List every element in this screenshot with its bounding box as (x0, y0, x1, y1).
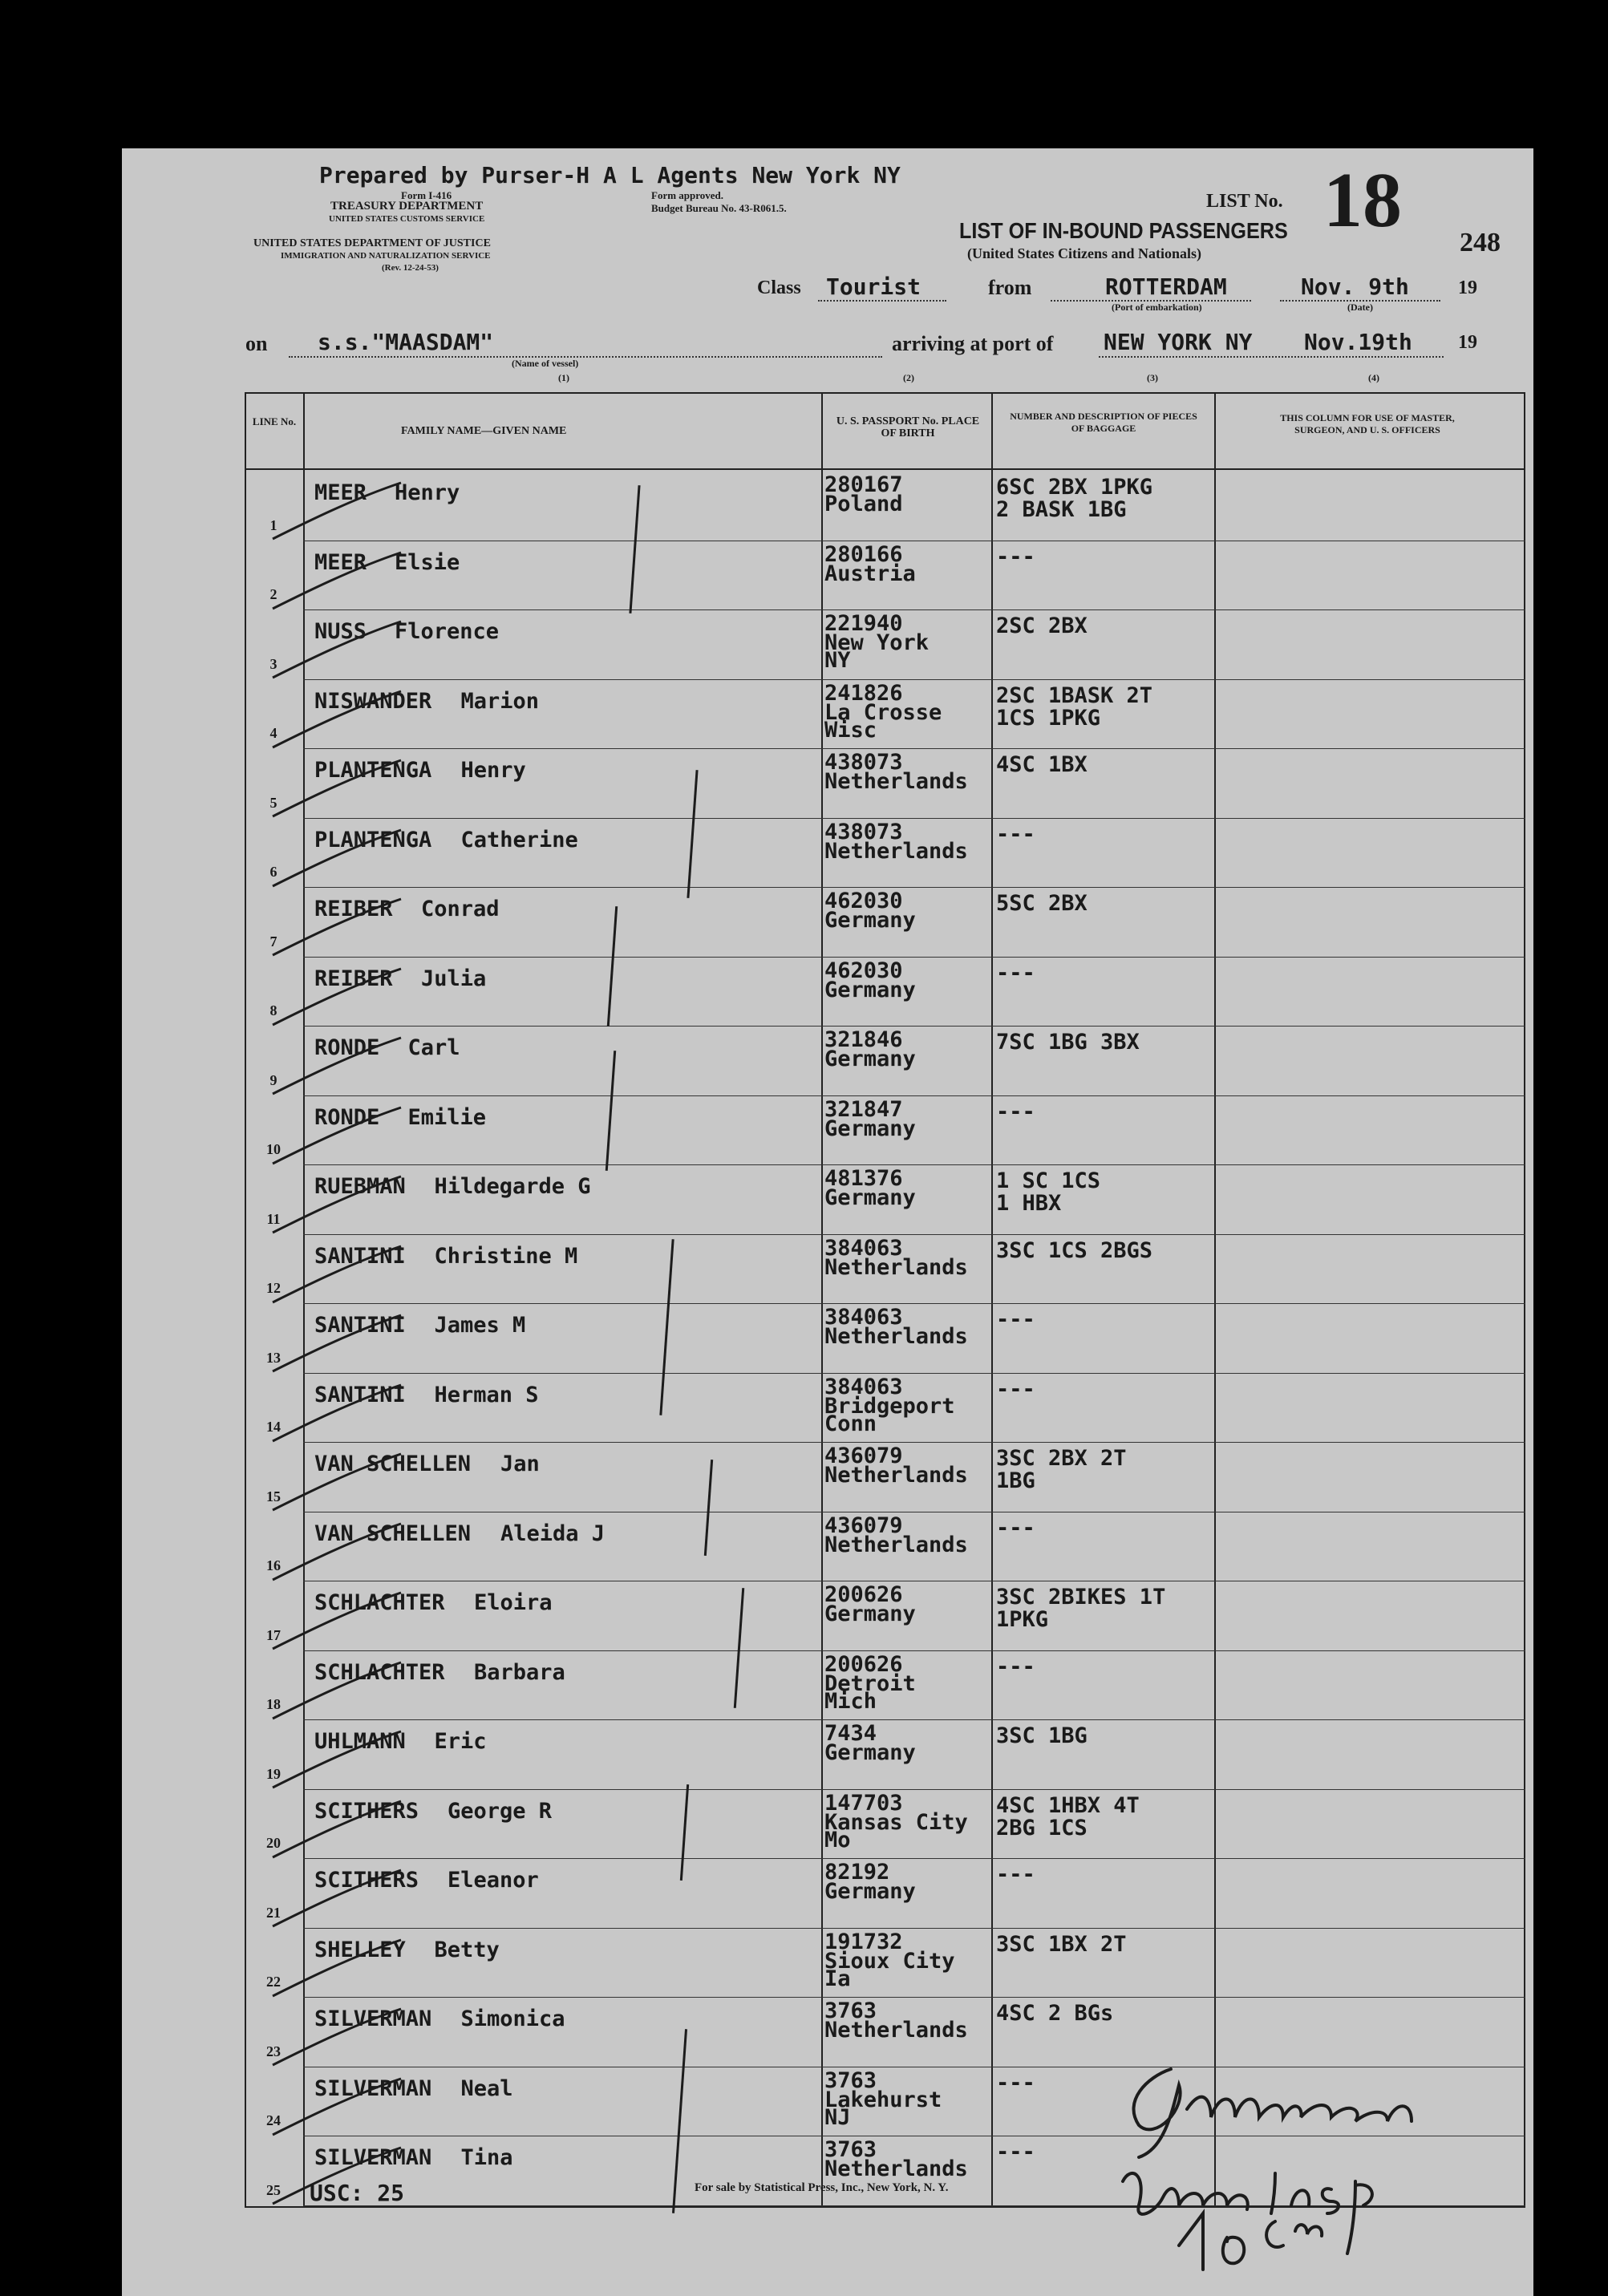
check-mark (265, 1446, 409, 1518)
given-name: Elsie (395, 550, 460, 575)
check-mark (265, 1238, 409, 1310)
given-name: Simonica (460, 2006, 565, 2031)
line-number: 15 (266, 1488, 281, 1504)
family-name: SANTINI (314, 1383, 406, 1407)
given-name: Eric (434, 1729, 487, 1754)
place-of-birth: Germany (824, 1602, 916, 1626)
passport-number: 436079 (824, 1444, 903, 1468)
baggage-description: --- (996, 545, 1035, 569)
passport-number: 436079 (824, 1513, 903, 1538)
row-divider (303, 957, 1525, 958)
line-number: 8 (269, 1002, 277, 1018)
baggage-description: --- (996, 1862, 1035, 1887)
row-divider (303, 1997, 1525, 1998)
line-number: 10 (266, 1141, 281, 1157)
line-number: 24 (266, 2112, 281, 2128)
given-name: Eloira (474, 1590, 553, 1615)
rev-date: (Rev. 12-24-53) (382, 263, 439, 273)
passport-number: 321846 (824, 1027, 903, 1052)
place-of-birth: Lakehurst NJ (824, 2087, 942, 2130)
place-of-birth: La Crosse Wisc (824, 700, 942, 743)
list-subtitle: (United States Citizens and Nationals) (967, 245, 1202, 261)
place-of-birth: Germany (824, 1879, 916, 1904)
arrival-port: NEW YORK NY (1104, 329, 1253, 355)
date-caption: (Date) (1347, 302, 1373, 313)
line-number: 21 (266, 1905, 281, 1921)
line-number: 22 (266, 1974, 281, 1990)
baggage-description: --- (996, 1377, 1035, 1402)
printer-credit: For sale by Statistical Press, Inc., New York, N. Y. (695, 2181, 949, 2194)
form-number: Form I-416 (401, 189, 452, 201)
passport-number: 438073 (824, 820, 903, 844)
family-name: SILVERMAN (314, 2145, 432, 2170)
given-name: Marion (460, 689, 540, 714)
budget-bureau: Budget Bureau No. 43-R061.5. (651, 202, 787, 214)
customs-service: UNITED STATES CUSTOMS SERVICE (329, 214, 485, 224)
row-divider (303, 1373, 1525, 1374)
given-name: Catherine (460, 828, 578, 852)
place-of-birth: Bridgeport Conn (824, 1394, 955, 1436)
family-name: SILVERMAN (314, 2076, 432, 2101)
family-name: NISWANDER (314, 689, 432, 714)
passport-number: 82192 (824, 1860, 890, 1885)
check-mark (265, 1862, 409, 1934)
place-of-birth: Kansas City Mo (824, 1810, 968, 1853)
place-of-birth: Austria (824, 561, 916, 586)
place-of-birth: Netherlands (824, 1324, 968, 1349)
given-name: Henry (395, 480, 460, 505)
given-name: Henry (460, 758, 526, 783)
ins-service: IMMIGRATION AND NATURALIZATION SERVICE (281, 251, 491, 261)
family-name: NUSS (314, 619, 367, 644)
col-1-caption: (1) (558, 372, 569, 383)
baggage-description: 6SC 2BX 1PKG 2 BASK 1BG (996, 475, 1153, 522)
line-number: 17 (266, 1627, 281, 1643)
passport-number: 191732 (824, 1930, 903, 1954)
family-name: SHELLEY (314, 1938, 406, 1962)
line-number: 5 (269, 795, 277, 811)
given-name: Florence (395, 619, 500, 644)
arrival-date: Nov.19th (1304, 329, 1412, 355)
inspector-signature (1091, 2053, 1476, 2286)
passport-number: 384063 (824, 1305, 903, 1330)
place-of-birth: Poland (824, 492, 903, 516)
passport-number: 384063 (824, 1236, 903, 1261)
row-divider (303, 1234, 1525, 1235)
header-name: FAMILY NAME—GIVEN NAME (401, 425, 567, 437)
line-number: 13 (266, 1350, 281, 1366)
vessel-underline (289, 356, 882, 358)
check-mark (265, 752, 409, 824)
given-name: Conrad (421, 897, 500, 921)
family-name: SANTINI (314, 1244, 406, 1269)
header-divider (245, 468, 1525, 470)
given-name: George R (448, 1799, 553, 1824)
vessel-name: s.s."MAASDAM" (318, 329, 494, 355)
year-prefix-2: 19 (1458, 332, 1477, 353)
line-number: 19 (266, 1766, 281, 1782)
check-mark (265, 1585, 409, 1657)
passport-number: 462030 (824, 958, 903, 983)
baggage-description: 5SC 2BX (996, 891, 1088, 916)
treasury-dept: TREASURY DEPARTMENT (330, 200, 484, 213)
col-divider-passport (991, 392, 993, 2208)
col-2-caption: (2) (903, 372, 914, 383)
prepared-by: Prepared by Purser-H A L Agents New York NY (319, 162, 901, 188)
check-mark (265, 1168, 409, 1241)
line-number: 3 (269, 656, 277, 672)
baggage-description: --- (996, 961, 1035, 986)
row-divider (303, 1026, 1525, 1027)
place-of-birth: Germany (824, 1116, 916, 1141)
given-name: Barbara (474, 1660, 565, 1685)
family-name: SANTINI (314, 1313, 406, 1338)
check-mark (265, 1307, 409, 1379)
header-officers: THIS COLUMN FOR USE OF MASTER, SURGEON, AND U. S. OFFICERS (1280, 412, 1455, 435)
from-value: ROTTERDAM (1105, 273, 1227, 300)
justice-dept: UNITED STATES DEPARTMENT OF JUSTICE (253, 237, 491, 249)
class-value: Tourist (826, 273, 921, 300)
line-number: 18 (266, 1696, 281, 1712)
list-number: 18 (1323, 157, 1402, 244)
baggage-description: 3SC 1BG (996, 1723, 1088, 1748)
baggage-description: 4SC 1BX (996, 752, 1088, 777)
baggage-description: --- (996, 1307, 1035, 1332)
passport-number: 241826 (824, 681, 903, 706)
line-number: 7 (269, 933, 277, 950)
family-name: MEER (314, 550, 367, 575)
header-passport: U. S. PASSPORT No. PLACE OF BIRTH (836, 415, 980, 439)
line-number: 14 (266, 1419, 281, 1435)
check-mark (265, 1793, 409, 1865)
passport-number: 3763 (824, 1998, 877, 2023)
list-label: LIST No. (1206, 191, 1283, 212)
line-number: 9 (269, 1072, 277, 1088)
col-4-caption: (4) (1368, 372, 1379, 383)
given-name: Eleanor (448, 1868, 539, 1893)
usc-count: USC: 25 (310, 2180, 405, 2206)
given-name: Emilie (407, 1105, 487, 1130)
row-divider (303, 818, 1525, 819)
arriving-label: arriving at port of (892, 332, 1054, 355)
check-mark (265, 1723, 409, 1796)
passport-number: 221940 (824, 611, 903, 636)
place-of-birth: Detroit Mich (824, 1671, 916, 1714)
check-mark (265, 1516, 409, 1588)
page-number: 248 (1460, 228, 1501, 257)
check-mark (265, 2071, 409, 2143)
given-name: Herman S (434, 1383, 539, 1407)
check-mark (265, 475, 409, 547)
line-number: 4 (269, 725, 277, 741)
port-caption: (Port of embarkation) (1112, 302, 1202, 313)
family-name: PLANTENGA (314, 758, 432, 783)
baggage-description: 7SC 1BG 3BX (996, 1030, 1140, 1055)
family-name: RONDE (314, 1035, 380, 1060)
given-name: Christine M (434, 1244, 578, 1269)
departure-date: Nov. 9th (1301, 273, 1409, 300)
header-line-no: LINE No. (252, 415, 297, 427)
class-label: Class (757, 277, 801, 298)
place-of-birth: Netherlands (824, 769, 968, 794)
check-mark (265, 891, 409, 963)
check-mark (265, 961, 409, 1033)
place-of-birth: Sioux City Ia (824, 1949, 955, 1991)
place-of-birth: New York NY (824, 630, 930, 673)
check-mark (265, 545, 409, 617)
baggage-description: 2SC 2BX (996, 613, 1088, 638)
line-number: 16 (266, 1557, 281, 1573)
row-divider (303, 1928, 1525, 1929)
passport-number: 321847 (824, 1097, 903, 1122)
line-number: 23 (266, 2043, 281, 2059)
passport-number: 3763 (824, 2068, 877, 2093)
place-of-birth: Germany (824, 1047, 916, 1071)
row-divider (303, 1164, 1525, 1165)
passport-number: 438073 (824, 750, 903, 775)
place-of-birth: Netherlands (824, 1463, 968, 1488)
class-underline (818, 300, 946, 302)
family-name: UHLMANN (314, 1729, 406, 1754)
form-approved: Form approved. (651, 189, 724, 201)
family-name: RONDE (314, 1105, 380, 1130)
baggage-description: 3SC 2BX 2T 1BG (996, 1446, 1127, 1493)
row-divider (303, 1303, 1525, 1304)
baggage-description: 3SC 2BIKES 1T 1PKG (996, 1585, 1166, 1632)
arrival-underline (1099, 356, 1444, 358)
row-divider (303, 1095, 1525, 1096)
check-mark (265, 1377, 409, 1449)
row-divider (303, 1789, 1525, 1790)
place-of-birth: Netherlands (824, 1255, 968, 1280)
list-title: LIST OF IN-BOUND PASSENGERS (959, 218, 1288, 243)
place-of-birth: Netherlands (824, 2156, 968, 2181)
passport-number: 200626 (824, 1582, 903, 1607)
passport-number: 481376 (824, 1166, 903, 1191)
line-number: 11 (266, 1211, 281, 1227)
row-divider (303, 1858, 1525, 1859)
line-number: 2 (269, 586, 277, 602)
line-number: 6 (269, 864, 277, 880)
year-prefix-1: 19 (1458, 277, 1477, 298)
baggage-description: --- (996, 1516, 1035, 1541)
given-name: Jan (500, 1452, 540, 1476)
place-of-birth: Germany (824, 1740, 916, 1765)
given-name: James M (434, 1313, 526, 1338)
baggage-description: 3SC 1BX 2T (996, 1932, 1127, 1957)
family-name: SCITHERS (314, 1799, 419, 1824)
header-baggage: NUMBER AND DESCRIPTION OF PIECES OF BAGGAGE (1010, 411, 1197, 434)
passport-number: 462030 (824, 889, 903, 913)
row-divider (303, 1442, 1525, 1443)
given-name: Tina (460, 2145, 513, 2170)
family-name: SCHLACHTER (314, 1590, 445, 1615)
passport-number: 384063 (824, 1375, 903, 1399)
place-of-birth: Netherlands (824, 839, 968, 864)
line-number: 25 (266, 2182, 281, 2198)
line-number: 20 (266, 1835, 281, 1851)
family-name: SCHLACHTER (314, 1660, 445, 1685)
baggage-description: 1 SC 1CS 1 HBX (996, 1168, 1101, 1216)
check-mark (265, 613, 409, 686)
check-mark (265, 1099, 409, 1172)
baggage-description: --- (996, 822, 1035, 847)
place-of-birth: Germany (824, 1185, 916, 1210)
line-number: 12 (266, 1280, 281, 1296)
row-divider (303, 1650, 1525, 1651)
family-name: VAN SCHELLEN (314, 1521, 472, 1546)
check-mark (265, 683, 409, 755)
baggage-description: --- (996, 1099, 1035, 1124)
baggage-description: 2SC 1BASK 2T 1CS 1PKG (996, 683, 1153, 731)
baggage-description: 3SC 1CS 2BGS (996, 1238, 1153, 1263)
given-name: Betty (434, 1938, 500, 1962)
line-number: 1 (269, 517, 277, 533)
baggage-description: --- (996, 2140, 1035, 2164)
family-name: MEER (314, 480, 367, 505)
row-divider (303, 748, 1525, 749)
given-name: Hildegarde G (434, 1174, 591, 1199)
family-name: REIBER (314, 897, 393, 921)
family-name: REIBER (314, 966, 393, 991)
col-divider-baggage (1214, 392, 1216, 2208)
check-mark (265, 1030, 409, 1102)
place-of-birth: Germany (824, 908, 916, 933)
row-divider (303, 887, 1525, 888)
place-of-birth: Germany (824, 978, 916, 1002)
passport-number: 147703 (824, 1791, 903, 1816)
check-mark (265, 1932, 409, 2004)
check-mark (265, 2001, 409, 2073)
family-name: PLANTENGA (314, 828, 432, 852)
passport-number: 200626 (824, 1652, 903, 1677)
given-name: Aleida J (500, 1521, 606, 1546)
place-of-birth: Netherlands (824, 2018, 968, 2043)
check-mark (265, 1654, 409, 1727)
baggage-description: 4SC 2 BGs (996, 2001, 1114, 2026)
given-name: Carl (407, 1035, 460, 1060)
vessel-caption: (Name of vessel) (512, 358, 579, 369)
row-divider (303, 679, 1525, 680)
family-name: VAN SCHELLEN (314, 1452, 472, 1476)
family-name: SILVERMAN (314, 2006, 432, 2031)
given-name: Julia (421, 966, 487, 991)
on-label: on (245, 332, 268, 355)
passport-number: 3763 (824, 2137, 877, 2162)
family-name: SCITHERS (314, 1868, 419, 1893)
given-name: Neal (460, 2076, 513, 2101)
passport-number: 280167 (824, 472, 903, 497)
row-divider (303, 1719, 1525, 1720)
baggage-description: --- (996, 1654, 1035, 1679)
family-name: RUEBMAN (314, 1174, 406, 1199)
place-of-birth: Netherlands (824, 1533, 968, 1557)
col-3-caption: (3) (1147, 372, 1158, 383)
check-mark (265, 822, 409, 894)
col-divider-name (821, 392, 823, 2208)
row-divider (303, 609, 1525, 610)
from-label: from (988, 276, 1032, 299)
baggage-description: 4SC 1HBX 4T 2BG 1CS (996, 1793, 1140, 1840)
baggage-description: --- (996, 2071, 1035, 2096)
passport-number: 280166 (824, 542, 903, 567)
passport-number: 7434 (824, 1721, 877, 1746)
